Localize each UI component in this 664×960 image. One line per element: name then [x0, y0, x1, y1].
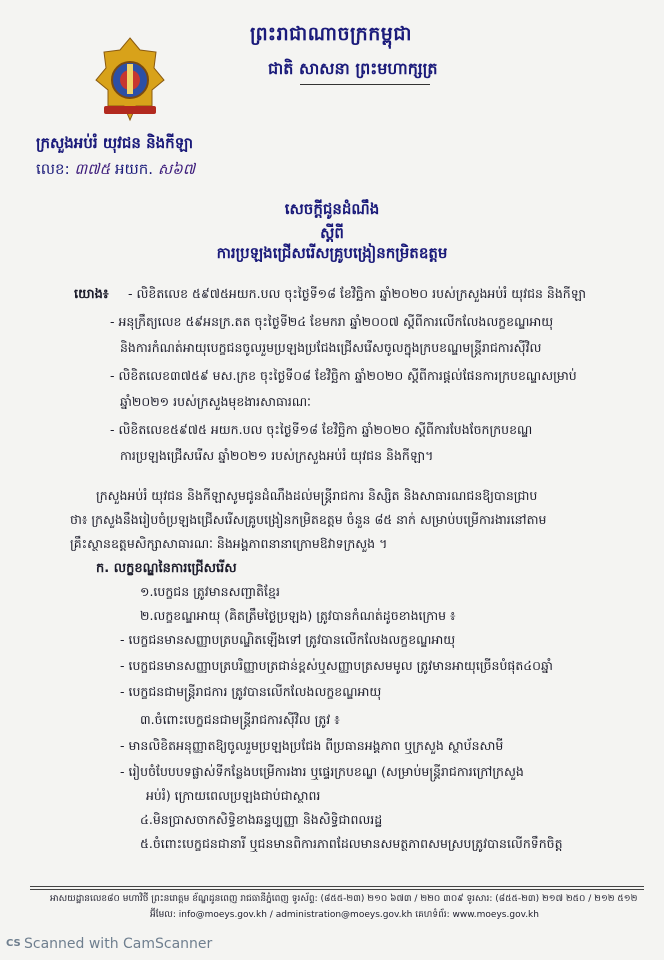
national-motto: ជាតិ សាសនា ព្រះមហាក្សត្រ: [268, 59, 438, 78]
condition-line: ៥.ចំពោះបេក្ខជនជានារី ឬជនមានពិការភាពដែលមានសមត្ថភាពសមស្របត្រូវបានលើកទឹកចិត្ត: [140, 836, 563, 851]
condition-line: - បេក្ខជនជាមន្ត្រីរាជការ ត្រូវបានលើកលែងលក្ខខណ្ឌអាយុ: [120, 684, 382, 699]
ref-unit: អយក.: [114, 160, 154, 178]
reference-line: - លិខិតលេខ ៥៩៧៥អយក.បល ចុះថ្ងៃទី១៨ ខែវិច្ឆិកា ឆ្នាំ២០២០ របស់ក្រសួងអប់រំ យុវជន និងកីឡា: [128, 286, 586, 301]
ref-label: លេខ:: [36, 160, 70, 178]
intro-paragraph-line: ថា៖ ក្រសួងនឹងរៀបចំប្រឡងជ្រើសរើសគ្រូបង្រៀនកម្រិតឧត្តម ចំនួន ៨៥ នាក់ សម្រាប់បម្រើការងារនៅតាម: [70, 512, 547, 527]
footer-address: អាសយដ្ឋានលេខ៨០ មហាវិថី ព្រះនរោត្តម ខ័ណ្ឌដូនពេញ រាជធានីភ្នំពេញ ទូរស័ព្ទ: (៨៥៥-២៣) ២១០ ៦៧៣ / ២២០ ៣០៩ ទូរសារ: (៨៥៥-២៣) ២១៧ ២៥០ / ២១២ ៥១២: [50, 894, 638, 904]
reference-number: [36, 160, 195, 182]
condition-line: ៤.មិនប្រាសចាកសិទ្ធិខាងឆន្ទប្បញ្ញា និងសិទ្ធិជាពលរដ្ឋ: [140, 812, 383, 827]
condition-line: ៣.ចំពោះបេក្ខជនជាមន្ត្រីរាជការស៊ីវិល ត្រូវ ៖: [140, 712, 340, 727]
notice-subject: ការប្រឡងជ្រើសរើសគ្រូបង្រៀនកម្រិតឧត្តម: [216, 244, 448, 262]
condition-line: ១.បេក្ខជន ត្រូវមានសញ្ជាតិខ្មែរ: [140, 584, 280, 599]
reference-line: - លិខិតលេខ៣៧៥៩ មស.ក្រខ ចុះថ្ងៃទី០៨ ខែវិច្ឆិកា ឆ្នាំ២០២០ ស្តីពីការផ្តល់ផែនការក្របខណ្ឌសម្រាប់: [110, 368, 577, 383]
ref-code: ស៦៧: [157, 160, 196, 178]
ref-number: ៣៧៥: [74, 160, 111, 178]
condition-line: - រៀបចំបែបបទផ្លាស់ទីកន្លែងបម្រើការងារ ឬផ្ទេរក្របខណ្ឌ (សម្រាប់មន្ត្រីរាជការក្រៅក្រសួង: [120, 764, 524, 779]
camscanner-logo-icon: CS: [6, 938, 21, 949]
motto-divider: [300, 84, 430, 85]
section-a-heading: ក. លក្ខខណ្ឌនៃការជ្រើសរើស: [96, 561, 237, 576]
reference-line: - លិខិតលេខ៥៩៧៥ អយក.បល ចុះថ្ងៃទី១៨ ខែវិច្ឆិកា ឆ្នាំ២០២០ ស្តីពីការបែងចែកក្របខណ្ឌ: [110, 422, 533, 437]
ministry-name: ក្រសួងអប់រំ យុវជន និងកីឡា: [36, 134, 194, 152]
footer-contact: អ៊ីមែល: info@moeys.gov.kh / administration@moeys.gov.kh គេហទំព័រ: www.moeys.gov.kh: [150, 910, 539, 920]
condition-line: - បេក្ខជនមានសញ្ញាបត្របណ្ឌិតឡើងទៅ ត្រូវបានលើកលែងលក្ខខណ្ឌអាយុ: [120, 632, 456, 647]
notice-subtitle-about: ស្តីពី: [320, 224, 344, 242]
footer-rule: [30, 886, 644, 887]
notice-title: សេចក្តីជូនដំណឹង: [284, 200, 380, 218]
reference-line: ការប្រឡងជ្រើសរើស ឆ្នាំ២០២១ របស់ក្រសួងអប់រំ យុវជន និងកីឡា។: [120, 448, 434, 463]
kingdom-heading: ព្រះរាជាណាចក្រកម្ពុជា: [250, 23, 412, 45]
reference-line: និងការកំណត់អាយុបេក្ខជនចូលរួមប្រឡងប្រជែងជ្រើសរើសចូលក្នុងក្របខណ្ឌមន្ត្រីរាជការស៊ីវិល: [120, 340, 542, 355]
reference-line: - អនុក្រឹត្យលេខ ៥៩អនក្រ.តត ចុះថ្ងៃទី២៤ ខែមករា ឆ្នាំ២០០៧ ស្តីពីការលើកលែងលក្ខខណ្ឌអាយុ: [110, 314, 554, 329]
scan-watermark: Scanned with CamScanner: [24, 936, 213, 952]
footer-rule: [30, 889, 644, 890]
intro-paragraph-line: គ្រឹះស្ថានឧត្តមសិក្សាសាធារណៈ និងអង្គភាពនានាក្រោមឱវាទក្រសួង ។: [70, 536, 388, 551]
references-label: យោង៖: [74, 287, 109, 302]
intro-paragraph-line: ក្រសួងអប់រំ យុវជន និងកីឡាសូមជូនដំណឹងដល់មន្ត្រីរាជការ និស្សិត និងសាធារណជនឱ្យបានជ្រាប: [96, 488, 538, 503]
condition-line: - មានលិខិតអនុញ្ញាតឱ្យចូលរួមប្រឡងប្រជែង ពីប្រធានអង្គភាព ឬក្រសួង ស្ថាប័នសាមី: [120, 738, 504, 753]
condition-line: ២.លក្ខខណ្ឌអាយុ (គិតត្រឹមថ្ងៃប្រឡង) ត្រូវបានកំណត់ដូចខាងក្រោម ៖: [140, 608, 456, 623]
reference-line: ឆ្នាំ២០២១ របស់ក្រសួងមុខងារសាធារណៈ: [120, 394, 311, 409]
condition-line: - បេក្ខជនមានសញ្ញាបត្របរិញ្ញាបត្រជាន់ខ្ពស់ឬសញ្ញាបត្រសមមូល ត្រូវមានអាយុច្រើនបំផុត៤០ឆ្នាំ: [120, 658, 553, 673]
ministry-seal-icon: [94, 36, 166, 122]
condition-line: អប់រំ) ក្រោយពេលប្រឡងជាប់ជាស្ថាពរ: [146, 788, 321, 803]
